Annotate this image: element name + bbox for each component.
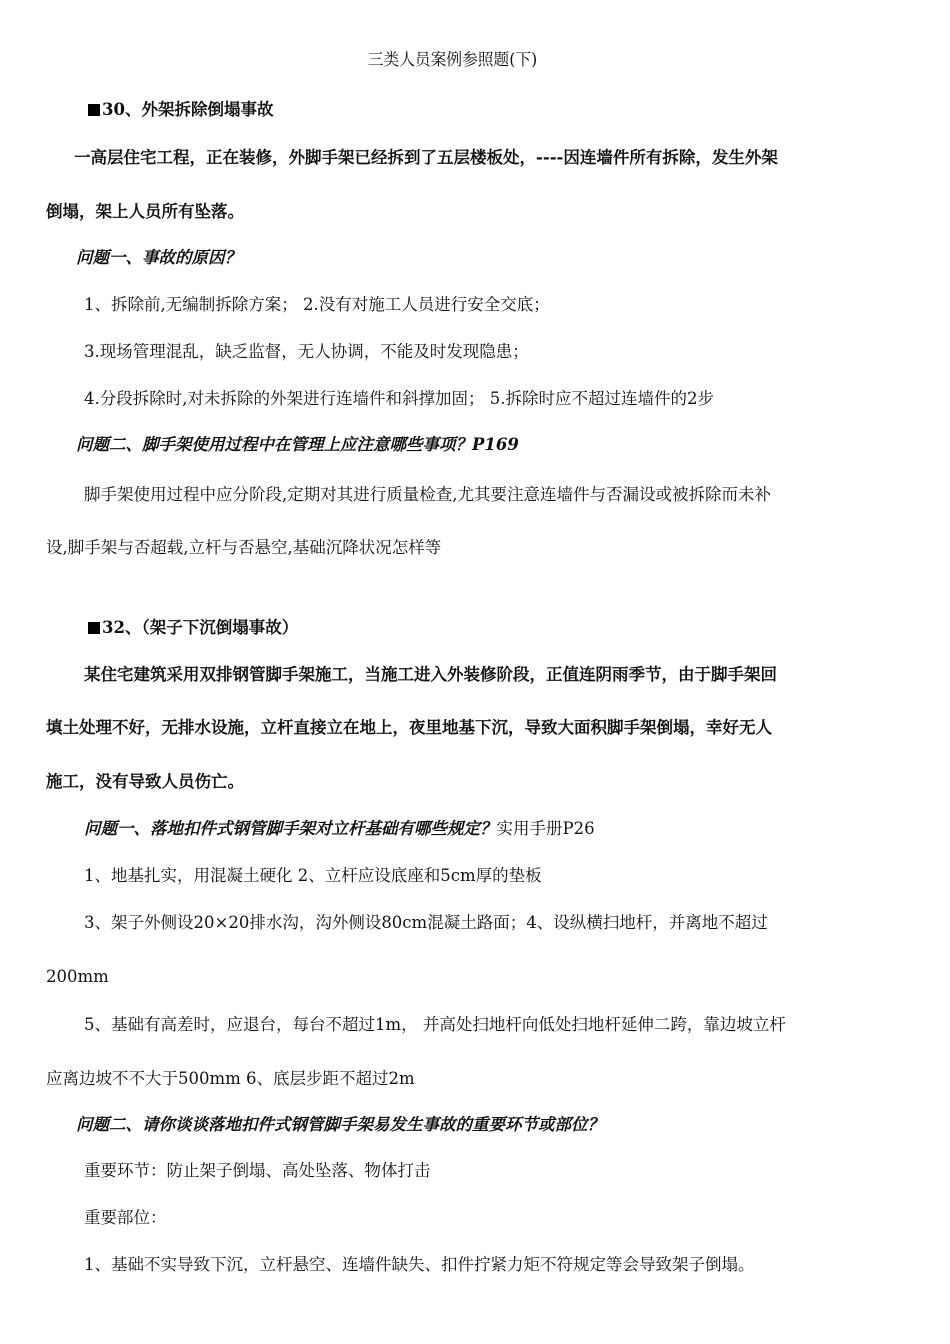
case-32-question-2: 问题二、请你谈谈落地扣件式钢管脚手架易发生事故的重要环节或部位？ (76, 1115, 604, 1134)
case-30-answer-2-line-2: 设,脚手架与否超载,立杆与否悬空,基础沉降状况怎样等 (46, 538, 442, 557)
case-30-answer-1-line-2: 3.现场管理混乱，缺乏监督，无人协调，不能及时发现隐患； (84, 342, 529, 361)
case-32-answer-1-line-5: 应离边坡不不大于500mm 6、底层步距不超过2m (46, 1069, 415, 1088)
case-32-answer-1-line-3: 200mm (46, 967, 109, 986)
case-30-answer-1-line-3: 4.分段拆除时,对未拆除的外架进行连墙件和斜撑加固； 5.拆除时应不超过连墙件的2步 (84, 389, 714, 408)
case-30-question-2: 问题二、脚手架使用过程中在管理上应注意哪些事项？P169 (76, 435, 519, 454)
case-32-answer-2-line-1: 重要环节：防止架子倒塌、高处坠落、物体打击 (84, 1161, 431, 1180)
case-30-answer-1-line-1: 1、拆除前,无编制拆除方案； 2.没有对施工人员进行安全交底； (84, 295, 550, 314)
case-32-answer-1-line-4: 5、基础有高差时，应退台，每台不超过1m， 并高处扫地杆向低处扫地杆延伸二跨，靠边坡立杆 (84, 1015, 786, 1034)
black-square-bullet-icon (88, 622, 100, 634)
document-title: 三类人员案例参照题(下) (367, 50, 538, 69)
case-32-heading-text: 32、（架子下沉倒塌事故） (102, 618, 299, 637)
case-32-question-1-ref: 实用手册P26 (496, 819, 595, 838)
case-32-desc-line-1: 某住宅建筑采用双排钢管脚手架施工，当施工进入外装修阶段，正值连阴雨季节，由于脚手架回 (84, 665, 777, 684)
case-32-heading (88, 617, 298, 639)
case-32-desc-line-3: 施工，没有导致人员伤亡。 (46, 772, 244, 791)
case-32-answer-2-line-3: 1、基础不实导致下沉，立杆悬空、连墙件缺失、扣件拧紧力矩不符规定等会导致架子倒塌。 (84, 1255, 755, 1274)
case-30-answer-2-line-1: 脚手架使用过程中应分阶段,定期对其进行质量检查,尤其要注意连墙件与否漏设或被拆除而未补 (84, 485, 771, 504)
case-30-question-1: 问题一、事故的原因？ (76, 248, 241, 267)
case-30-heading-text: 30、外架拆除倒塌事故 (102, 100, 274, 119)
case-30-heading (88, 99, 273, 121)
case-30-desc-line-1: 一高层住宅工程，正在装修，外脚手架已经拆到了五层楼板处，----因连墙件所有拆除，发生外架 (74, 148, 778, 167)
black-square-bullet-icon (88, 104, 100, 116)
case-32-answer-2-line-2: 重要部位： (84, 1208, 167, 1227)
case-32-desc-line-2: 填土处理不好，无排水设施，立杆直接立在地上，夜里地基下沉，导致大面积脚手架倒塌，幸好无人 (46, 718, 772, 737)
case-32-answer-1-line-1: 1、地基扎实，用混凝土硬化 2、立杆应设底座和5cm厚的垫板 (84, 866, 542, 885)
case-32-question-1-text: 问题一、落地扣件式钢管脚手架对立杆基础有哪些规定？ (84, 819, 497, 838)
case-30-desc-line-2: 倒塌，架上人员所有坠落。 (46, 202, 244, 221)
case-32-question-1 (84, 818, 595, 840)
case-32-answer-1-line-2: 3、架子外侧设20×20排水沟，沟外侧设80cm混凝土路面；4、设纵横扫地杆，并离地不超过 (84, 913, 768, 932)
